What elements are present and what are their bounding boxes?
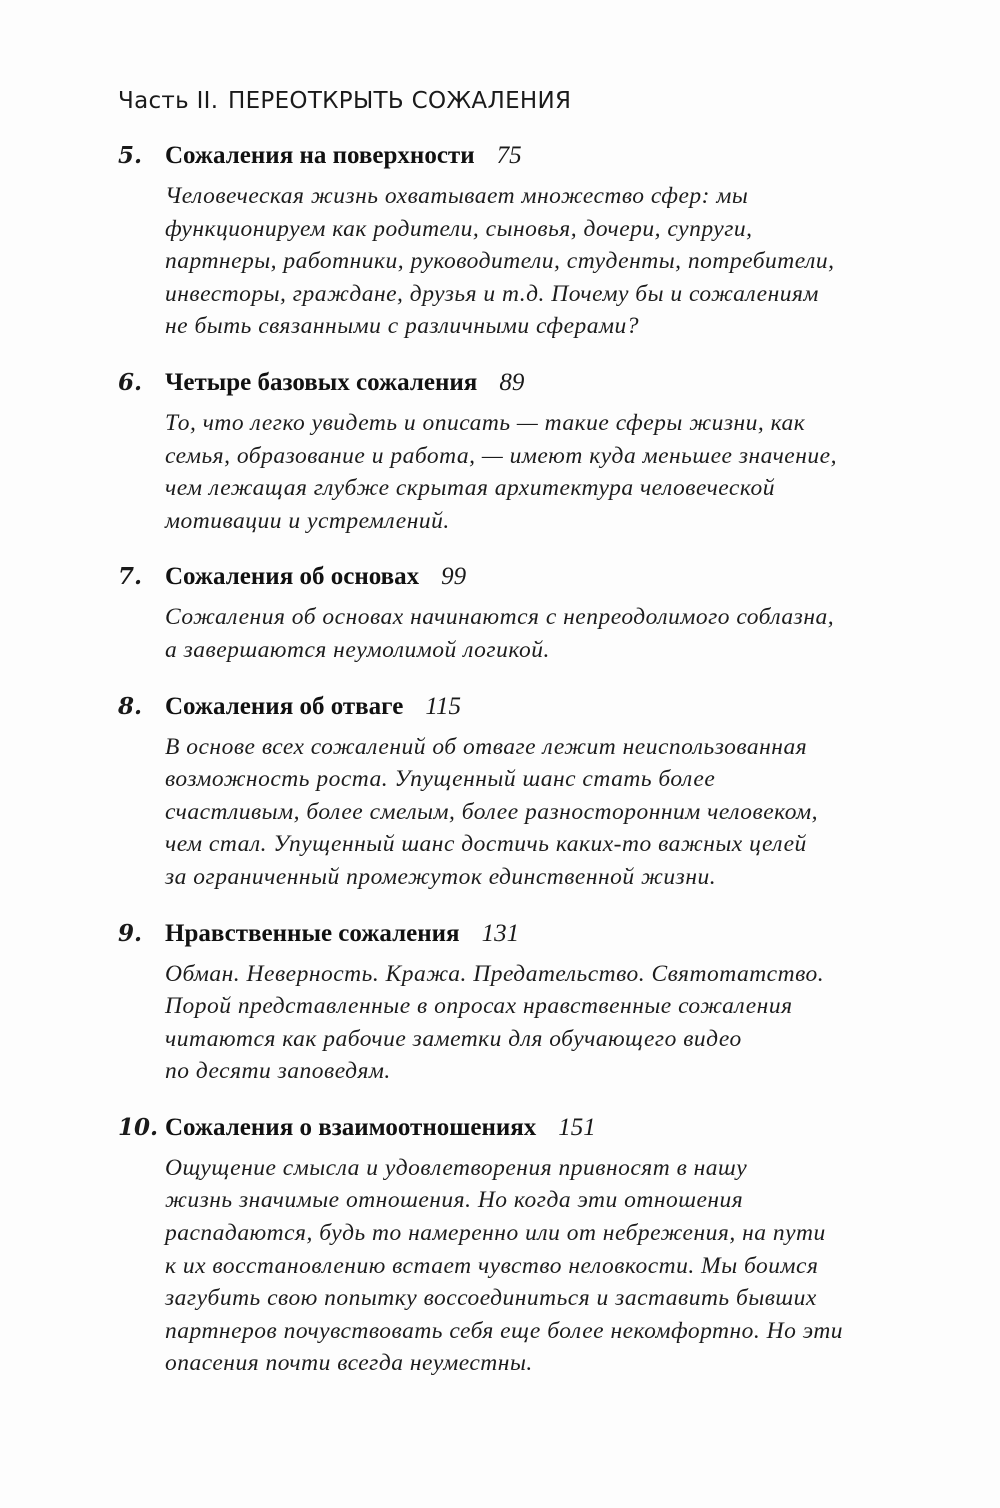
description-line: загубить свою попытку воссоединиться и заставить бывших [165, 1285, 817, 1312]
chapter-title-text: Сожаления о взаимоотношениях [165, 1113, 537, 1141]
chapter-description [165, 601, 858, 666]
part-title: ПЕРЕОТКРЫТЬ СОЖАЛЕНИЯ [227, 88, 572, 114]
chapter-entry [118, 1114, 858, 1380]
chapter-heading [118, 142, 858, 180]
description-line: мотивации и устремлений. [165, 507, 450, 534]
chapter-page-number: 151 [558, 1113, 596, 1141]
chapter-entry [118, 142, 858, 343]
chapter-title [165, 920, 519, 948]
description-line: по десяти заповедям. [165, 1058, 391, 1085]
chapter-description [165, 180, 858, 343]
description-line: инвесторы, граждане, друзья и т.д. Почему бы и сожалениям [165, 280, 819, 307]
description-line: Обман. Неверность. Кража. Предательство. Святотатство. [165, 960, 825, 987]
chapter-number: 8. [118, 692, 143, 720]
chapter-title-text: Нравственные сожаления [165, 919, 460, 947]
chapter-title [165, 369, 524, 397]
description-line: за ограниченный промежуток единственной жизни. [165, 863, 717, 890]
description-line: То, что легко увидеть и описать — такие сферы жизни, как [165, 409, 806, 436]
chapter-heading [118, 563, 858, 601]
description-line: не быть связанными с различными сферами? [165, 313, 640, 340]
chapter-entry [118, 369, 858, 537]
chapter-number: 6. [118, 368, 143, 396]
chapter-number: 7. [118, 563, 143, 591]
part-header [118, 88, 571, 114]
description-line: чем лежащая глубже скрытая архитектура человеческой [165, 475, 775, 502]
chapter-title [165, 563, 466, 591]
chapter-title [165, 1114, 596, 1142]
chapter-entry [118, 693, 858, 894]
chapter-page-number: 99 [441, 563, 467, 591]
chapter-title [165, 142, 522, 170]
chapter-description [165, 958, 858, 1088]
chapter-page-number: 115 [425, 692, 461, 720]
table-of-contents [118, 142, 858, 1406]
description-line: Порой представленные в опросах нравственные сожаления [165, 993, 793, 1020]
chapter-number: 9. [118, 919, 143, 947]
chapter-heading [118, 1114, 858, 1152]
description-line: читаются как рабочие заметки для обучающего видео [165, 1025, 742, 1052]
chapter-heading [118, 369, 858, 407]
chapter-entry [118, 920, 858, 1088]
description-line: опасения почти всегда неуместны. [165, 1350, 533, 1377]
description-line: распадаются, будь то намеренно или от небрежения, на пути [165, 1220, 826, 1247]
description-line: Человеческая жизнь охватывает множество сфер: мы [165, 183, 749, 209]
description-line: В основе всех сожалений об отваге лежит неиспользованная [165, 733, 808, 760]
description-line: функционируем как родители, сыновья, дочери, супруги, [165, 215, 753, 242]
chapter-page-number: 131 [481, 919, 520, 947]
chapter-heading [118, 920, 858, 958]
chapter-title-text: Сожаления об основах [165, 563, 420, 591]
chapter-title-text: Сожаления об отваге [165, 692, 404, 720]
chapter-number: 10. [118, 1113, 159, 1141]
description-line: жизнь значимые отношения. Но когда эти отношения [165, 1187, 744, 1214]
chapter-page-number: 89 [499, 368, 525, 396]
description-line: а завершаются неумолимой логикой. [165, 636, 550, 663]
description-line: семья, образование и работа, — имеют куда меньшее значение, [165, 442, 837, 469]
chapter-page-number: 75 [496, 142, 522, 169]
description-line: счастливым, более смелым, более разносторонним человеком, [165, 798, 818, 825]
chapter-description [165, 731, 858, 894]
description-line: партнеры, работники, руководители, студенты, потребители, [165, 248, 835, 275]
description-line: партнеров почувствовать себя еще более некомфортно. Но эти [165, 1317, 844, 1344]
chapter-description [165, 1152, 858, 1380]
chapter-title-text: Сожаления на поверхности [165, 142, 475, 169]
chapter-number: 5. [118, 142, 143, 169]
description-line: чем стал. Упущенный шанс достичь каких-то важных целей [165, 831, 807, 858]
description-line: Сожаления об основах начинаются с непреодолимого соблазна, [165, 604, 835, 631]
description-line: Ощущение смысла и удовлетворения привносят в нашу [165, 1154, 748, 1181]
part-label: Часть II. [118, 88, 219, 114]
chapter-description [165, 407, 858, 537]
chapter-heading [118, 693, 858, 731]
chapter-title-text: Четыре базовых сожаления [165, 368, 478, 396]
chapter-entry [118, 563, 858, 666]
description-line: возможность роста. Упущенный шанс стать более [165, 766, 716, 793]
description-line: к их восстановлению встает чувство неловкости. Мы боимся [165, 1252, 819, 1279]
chapter-title [165, 693, 461, 721]
